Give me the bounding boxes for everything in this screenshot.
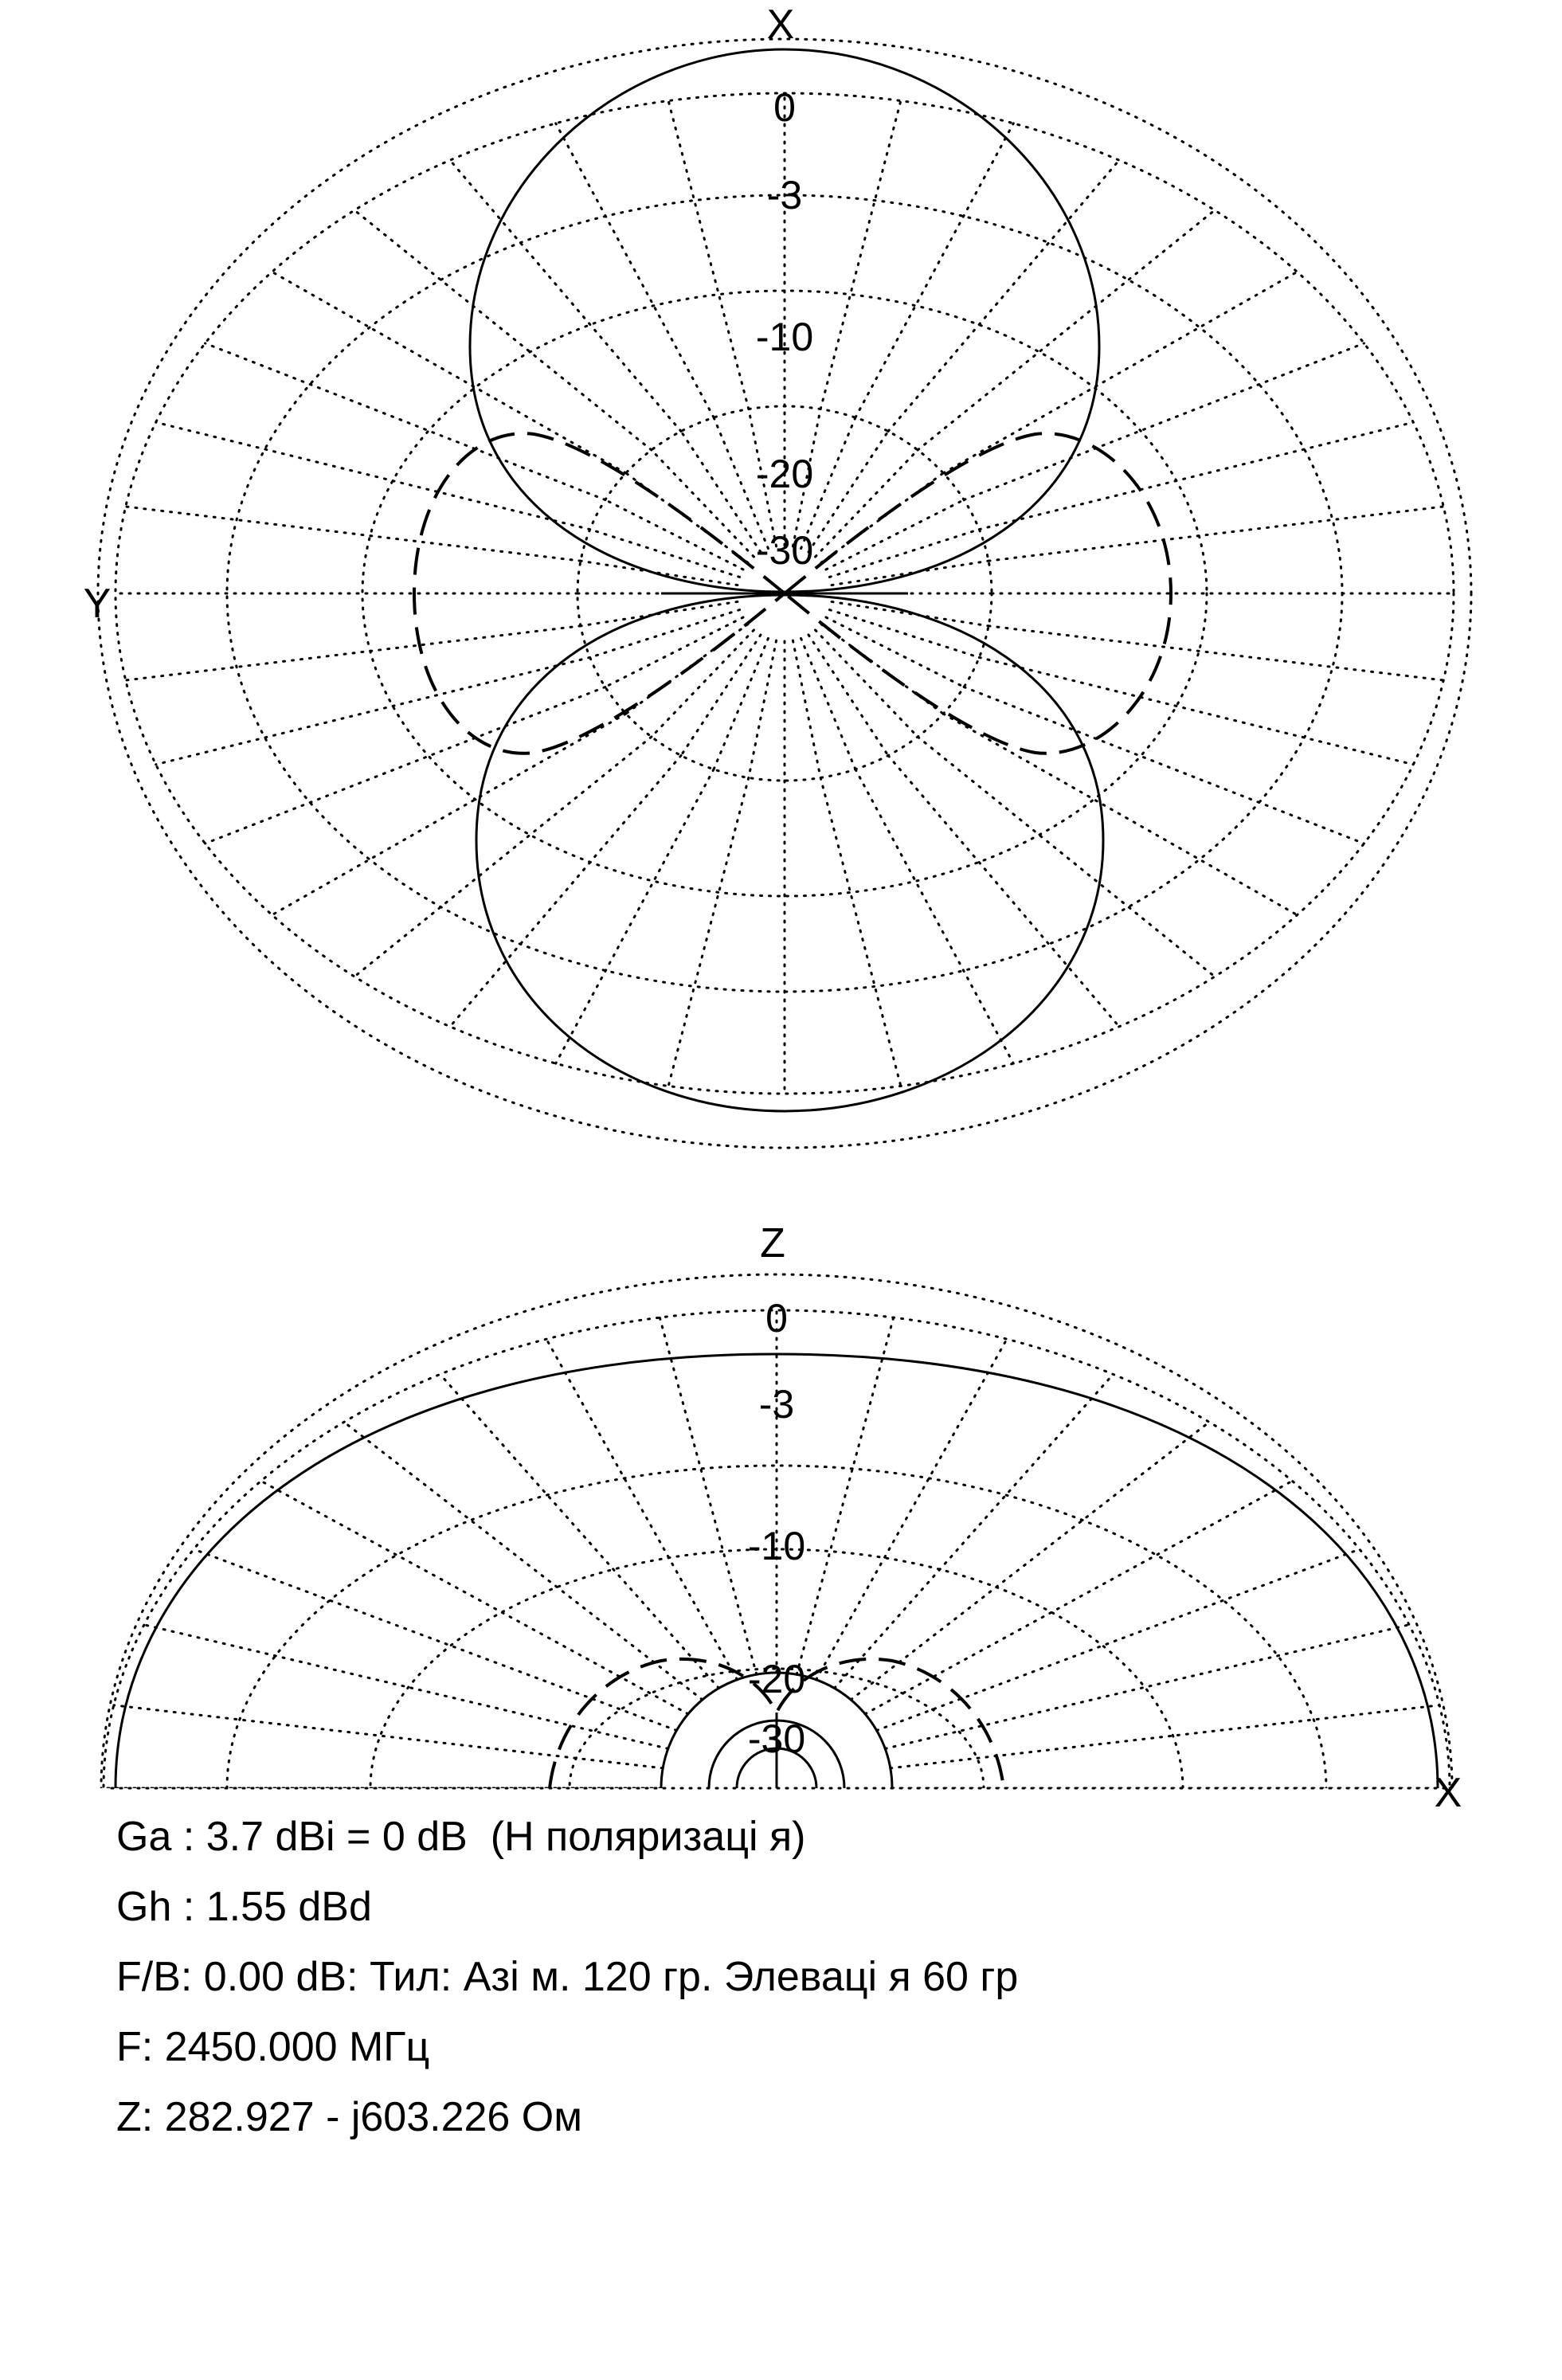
azimuth-ring-label: 0 [773,85,796,130]
azimuth-spoke [855,123,1013,417]
azimuth-spoke [820,101,901,409]
azimuth-ring-label: -3 [766,173,803,217]
info-gain-dbi: Ga : 3.7 dBi = 0 dB (H поляризаці я) [116,1814,806,1860]
azimuth-spoke [206,343,605,500]
elevation-spoke [816,1339,1007,1680]
elevation-spoke [194,1549,676,1731]
azimuth-spoke [272,714,626,915]
azimuth-spoke [988,626,1443,680]
azimuth-spoke [988,507,1443,561]
azimuth-spoke [943,714,1297,915]
azimuth-spoke [126,626,581,680]
azimuth-spoke [918,737,1215,977]
azimuth-spoke [888,756,1119,1027]
elevation-spoke [891,1705,1439,1768]
elevation-spoke [344,1422,703,1700]
azimuth-spoke [918,210,1215,450]
azimuth-spoke [272,272,626,473]
azimuth-spoke [979,657,1413,764]
elevation-spoke [885,1625,1409,1749]
azimuth-spoke [855,769,1013,1063]
azimuth-ring-label: -30 [755,528,814,573]
azimuth-spoke [820,777,901,1086]
azimuth-spoke [354,737,652,977]
azimuth-spoke [354,210,652,450]
elevation-axis-x-label: X [1434,1770,1462,1816]
info-front-back: F/B: 0.00 dB: Тил: Азі м. 120 гр. Элеваці я 60 гр [116,1954,1019,2000]
azimuth-spoke [943,272,1297,473]
elevation-spoke [877,1549,1360,1731]
info-frequency: F: 2450.000 МГц [116,2024,430,2070]
elevation-spoke [440,1374,719,1688]
elevation-spoke [797,1317,894,1674]
elevation-spoke [546,1339,737,1680]
azimuth-spoke [556,123,714,417]
elevation-ring-label: -3 [758,1382,795,1427]
azimuth-spoke [156,422,590,529]
azimuth-spoke [668,777,749,1086]
azimuth-spoke [156,657,590,764]
elevation-ring-label: -10 [747,1524,806,1568]
azimuth-ring-label: -10 [755,315,814,359]
elevation-spoke [660,1317,757,1674]
elevation-spoke [261,1481,688,1713]
azimuth-spoke [979,422,1413,529]
azimuth-ring-label: -20 [755,452,814,496]
elevation-spoke [865,1481,1292,1713]
elevation-ring-label: -30 [747,1716,806,1761]
azimuth-spoke [206,687,605,844]
elevation-spoke [114,1705,663,1768]
elevation-axis-z-label: Z [760,1220,785,1266]
info-impedance: Z: 282.927 - j603.226 Ом [116,2094,582,2140]
elevation-ring-label: 0 [765,1296,788,1341]
azimuth-spoke [964,343,1364,500]
azimuth-axis-y-label: Y [83,581,112,627]
azimuth-plot [84,2,1471,1148]
antenna-info-panel [116,1802,1018,2152]
azimuth-spoke [126,507,581,561]
azimuth-spoke [964,687,1364,844]
azimuth-axis-x-label: X [766,2,795,48]
azimuth-spoke [450,756,681,1027]
azimuth-spoke [450,160,681,431]
azimuth-spoke [556,769,714,1063]
elevation-spoke [835,1374,1114,1688]
elevation-spoke [144,1625,668,1749]
azimuth-spoke [668,101,749,409]
elevation-ring-label: -20 [747,1657,806,1701]
info-gain-dbd: Gh : 1.55 dBd [116,1884,372,1930]
azimuth-spoke [888,160,1119,431]
